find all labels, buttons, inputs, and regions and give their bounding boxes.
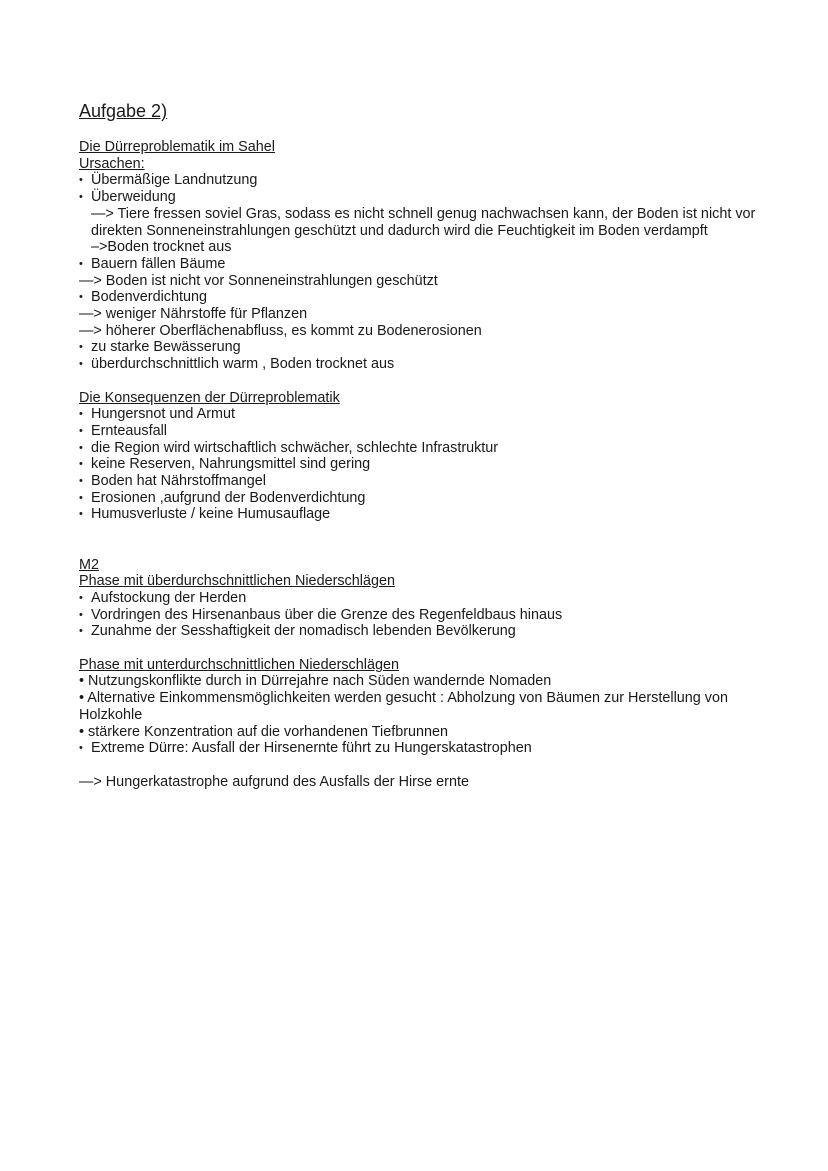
list-item-note: –>Boden trocknet aus bbox=[91, 239, 232, 256]
list-item: • Zunahme der Sesshaftigkeit der nomadisch lebenden Bevölkerung bbox=[79, 623, 759, 640]
section-heading-unterdurchschnittlich: Phase mit unterdurchschnittlichen Niederschlägen bbox=[79, 656, 399, 673]
list-item: • Übermäßige Landnutzung bbox=[79, 172, 759, 189]
list-item: • Überweidung bbox=[79, 189, 759, 206]
subheading-ursachen: Ursachen: bbox=[79, 155, 145, 172]
list-item: • Extreme Dürre: Ausfall der Hirsenernte führt zu Hungerskatastrophen bbox=[79, 740, 759, 757]
list-item: • Humusverluste / keine Humusauflage bbox=[79, 506, 759, 523]
list-item: • zu starke Bewässerung bbox=[79, 339, 759, 356]
section-heading-konsequenzen: Die Konsequenzen der Dürreproblematik bbox=[79, 389, 340, 406]
page-title: Aufgabe 2) bbox=[79, 101, 168, 121]
list-item: • Bauern fällen Bäume bbox=[79, 256, 759, 273]
list-item: • Boden hat Nährstoffmangel bbox=[79, 473, 759, 490]
list-item: • die Region wird wirtschaftlich schwächer, schlechte Infrastruktur bbox=[79, 440, 759, 457]
list-item: • Aufstockung der Herden bbox=[79, 590, 759, 607]
list-item: • Erosionen ,aufgrund der Bodenverdichtung bbox=[79, 490, 759, 507]
section-heading-ueberdurchschnittlich: Phase mit überdurchschnittlichen Niederschlägen bbox=[79, 573, 395, 590]
list-item: • keine Reserven, Nahrungsmittel sind gering bbox=[79, 456, 759, 473]
document-page bbox=[79, 100, 759, 790]
list-item: • Nutzungskonflikte durch in Dürrejahre nach Süden wandernde Nomaden bbox=[79, 673, 552, 690]
list-item-note: —> weniger Nährstoffe für Pflanzen bbox=[79, 306, 308, 323]
section-heading-duerreproblematik: Die Dürreproblematik im Sahel bbox=[79, 139, 275, 155]
list-item: • Ernteausfall bbox=[79, 423, 759, 440]
list-item: • Hungersnot und Armut bbox=[79, 406, 759, 423]
list-item: • überdurchschnittlich warm , Boden trocknet aus bbox=[79, 356, 759, 373]
list-item: • Bodenverdichtung bbox=[79, 289, 759, 306]
conclusion-text: —> Hungerkatastrophe aufgrund des Ausfalls der Hirse ernte bbox=[79, 773, 469, 790]
list-item: • Vordringen des Hirsenanbaus über die Grenze des Regenfeldbaus hinaus bbox=[79, 607, 759, 624]
list-item-note: —> Tiere fressen soviel Gras, sodass es nicht schnell genug nachwachsen kann, der Boden ist nicht vor direkten Sonneneinstrahlungen geschützt und dadurch wird die Feuchtigkeit im Boden verdampft bbox=[91, 205, 756, 239]
list-item-note: —> Boden ist nicht vor Sonneneinstrahlungen geschützt bbox=[79, 272, 438, 289]
list-item: • Alternative Einkommensmöglichkeiten werden gesucht : Abholzung von Bäumen zur Herstellung von Holzkohle bbox=[79, 690, 728, 723]
list-item-note: —> höherer Oberflächenabfluss, es kommt zu Bodenerosionen bbox=[79, 322, 482, 339]
section-label-m2: M2 bbox=[79, 556, 99, 573]
list-item: • stärkere Konzentration auf die vorhandenen Tiefbrunnen bbox=[79, 723, 449, 740]
